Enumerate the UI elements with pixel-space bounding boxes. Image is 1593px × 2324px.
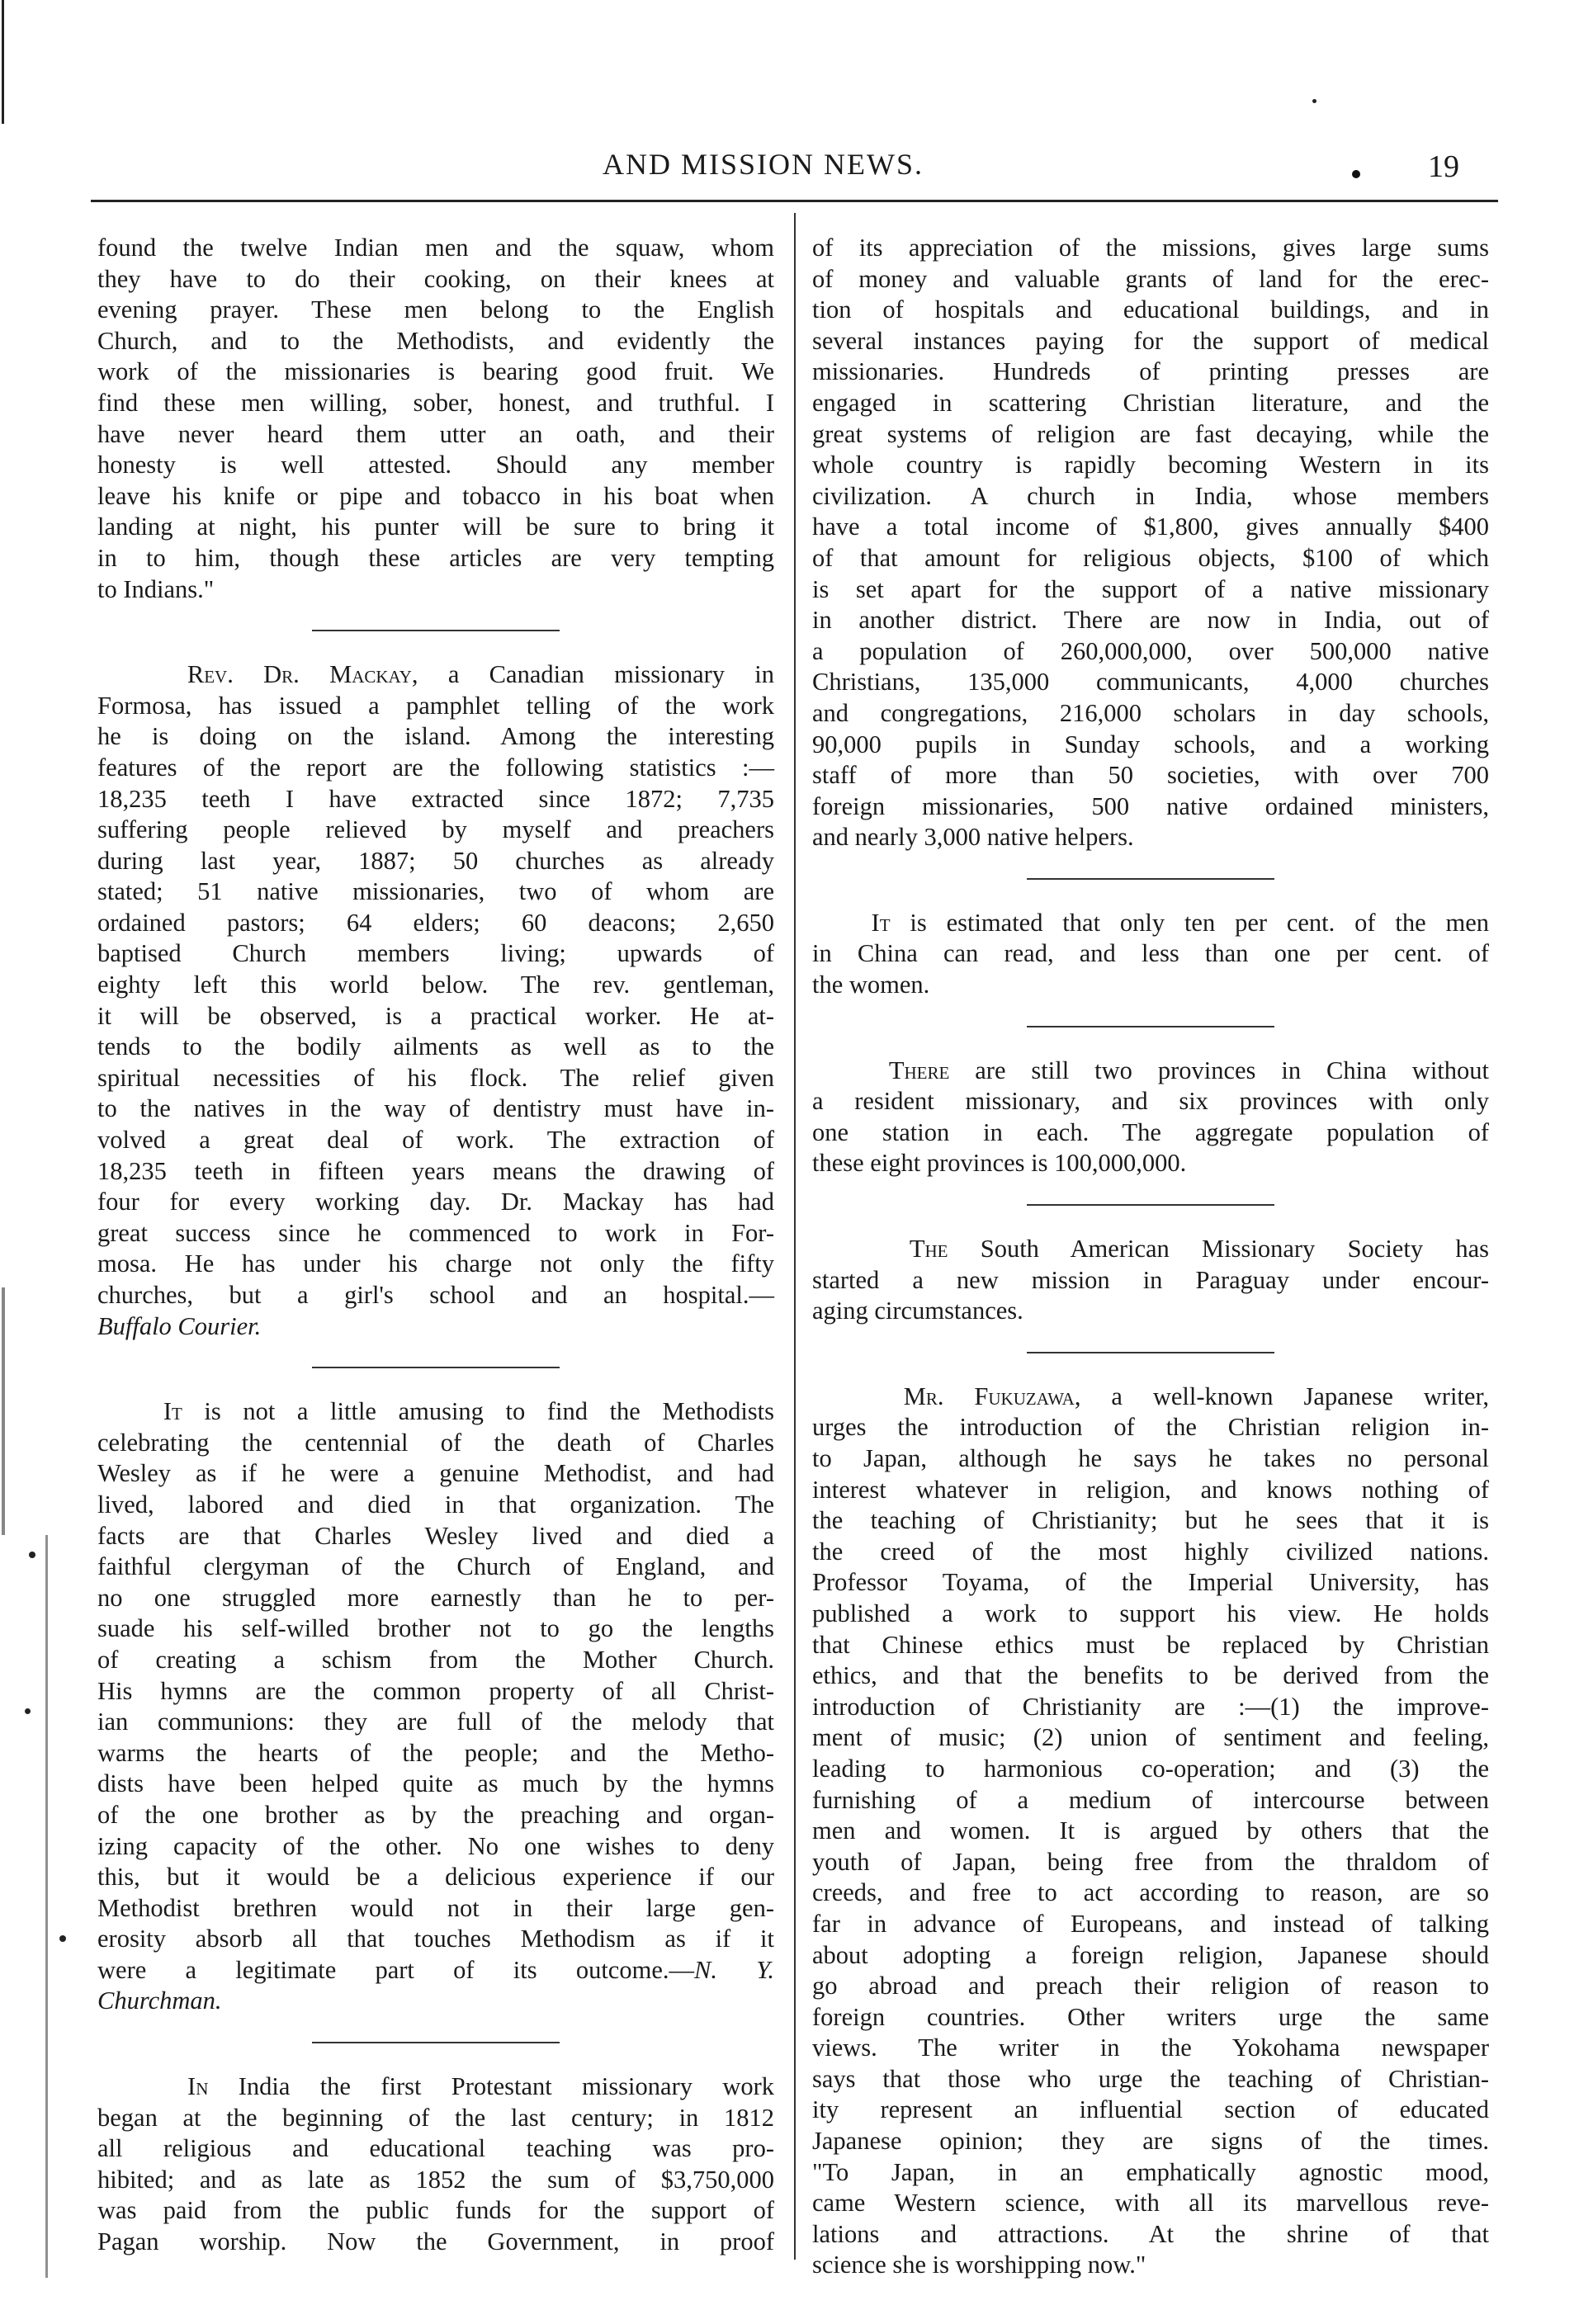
text-line: in to him, though these articles are very tempting	[97, 543, 774, 572]
text-line: celebrating the centennial of the death of Charles	[97, 1428, 774, 1457]
article-lead: It	[871, 908, 891, 937]
text-line: of creating a schism from the Mother Church.	[97, 1645, 774, 1674]
text-line: Formosa, has issued a pamphlet telling of the work	[97, 691, 774, 720]
text-line: warms the hearts of the people; and the Metho-	[97, 1738, 774, 1767]
scan-edge-mark	[2, 0, 4, 124]
text-line: interest whatever in religion, and knows nothing of	[812, 1475, 1489, 1504]
text-line: stated; 51 native missionaries, two of whom are	[97, 877, 774, 906]
text-line: great systems of religion are fast decaying, while the	[812, 419, 1489, 448]
article-lead: The	[909, 1235, 948, 1264]
text-line: civilization. A church in India, whose members	[812, 481, 1489, 510]
article-body-lines	[812, 938, 1489, 1000]
text-line: eighty left this world below. The rev. gentleman,	[97, 971, 774, 999]
text-line: foreign countries. Other writers urge the same	[812, 2002, 1489, 2031]
text-line: he is doing on the island. Among the interesting	[97, 722, 774, 751]
scan-edge-mark	[1312, 99, 1316, 103]
article-source: Churchman.	[97, 1986, 222, 2015]
text-line: erosity absorb all that touches Methodism as if it	[97, 1925, 774, 1953]
text-line: suade his self-willed brother not to go the lengths	[97, 1614, 774, 1643]
text-line: science she is worshipping now."	[812, 2251, 1146, 2279]
text-line: Wesley as if he were a genuine Methodist, and had	[97, 1459, 774, 1488]
article-first-line	[812, 1234, 1489, 1265]
text-line: ian communions: they are full of the melody that	[97, 1708, 774, 1736]
text-line: one station in each. The aggregate population of	[812, 1117, 1489, 1146]
text-line: of its appreciation of the missions, gives large sums	[812, 234, 1489, 262]
text-line: izing capacity of the other. No one wishes to deny	[97, 1831, 774, 1860]
article-first-line-text: are still two provinces in China without	[975, 1056, 1490, 1084]
text-line: staff of more than 50 societies, with over 700	[812, 761, 1489, 790]
text-line: Methodist brethren would not in their large gen-	[97, 1893, 774, 1922]
text-line: His hymns are the common property of all Christ-	[97, 1676, 774, 1705]
article-china-literacy	[812, 908, 1489, 1001]
article-first-line-text: South American Missionary Society has	[980, 1235, 1490, 1264]
text-line: views. The writer in the Yokohama newspaper	[812, 2034, 1489, 2062]
text-line: to Indians."	[97, 574, 215, 603]
article-source: N. Y.	[694, 1955, 774, 1984]
text-line: aging circumstances.	[812, 1297, 1023, 1325]
text-line: men and women. It is argued by others that the	[812, 1816, 1489, 1845]
text-line: no one struggled more earnestly than he to per-	[97, 1583, 774, 1612]
text-line: have a total income of $1,800, gives annually $400	[812, 513, 1489, 541]
text-line: youth of Japan, being free from the thraldom of	[812, 1847, 1489, 1876]
text-line: tends to the bodily ailments as well as to the	[97, 1032, 774, 1061]
text-line: the creed of the most highly civilized nations.	[812, 1537, 1489, 1566]
text-line: ethics, and that the benefits to be derived from the	[812, 1661, 1489, 1690]
article-first-line	[812, 1056, 1489, 1087]
text-line: evening prayer. These men belong to the English	[97, 295, 774, 324]
text-line: lations and attractions. At the shrine of that	[812, 2219, 1489, 2248]
article-first-line-text: a Canadian missionary in	[447, 660, 775, 689]
article-body-lines	[97, 2103, 774, 2258]
text-line: furnishing of a medium of intercourse between	[812, 1785, 1489, 1814]
article-body-lines	[97, 1428, 774, 1955]
article-lead: It	[163, 1397, 182, 1426]
article-divider	[812, 1001, 1489, 1056]
article-lead: There	[888, 1056, 950, 1084]
article-tail-line	[97, 1955, 774, 1986]
text-line: ment of music; (2) union of sentiment and feeling,	[812, 1723, 1489, 1752]
text-line: suffering people relieved by myself and preachers	[97, 815, 774, 844]
text-line: hibited; and as late as 1852 the sum of $3,750,000	[97, 2165, 774, 2194]
page-number: 19	[1428, 149, 1459, 184]
article-india-missions	[97, 2071, 774, 2258]
article-divider	[97, 1342, 774, 1396]
text-line: they have to do their cooking, on their knees at	[97, 264, 774, 293]
article-first-line-text: India the first Protestant missionary work	[238, 2072, 774, 2101]
text-line: faithful clergyman of the Church of England, and	[97, 1552, 774, 1581]
text-line: a resident missionary, and six provinces with only	[812, 1087, 1489, 1116]
article-fukuzawa-japan	[812, 1382, 1489, 2281]
article-body-lines	[812, 1265, 1489, 1327]
text-line: Pagan worship. Now the Government, in proof	[97, 2227, 774, 2256]
text-line: to the natives in the way of dentistry must have in-	[97, 1094, 774, 1123]
text-line: honesty is well attested. Should any member	[97, 451, 774, 479]
text-line: a population of 260,000,000, over 500,000 native	[812, 636, 1489, 665]
text-line: started a new mission in Paraguay under encour-	[812, 1265, 1489, 1294]
text-line: several instances paying for the support of medical	[812, 326, 1489, 355]
text-line: the teaching of Christianity; but he sees that it is	[812, 1506, 1489, 1535]
text-line: began at the beginning of the last century; in 1812	[97, 2103, 774, 2132]
text-line: it will be observed, is a practical worker. He at-	[97, 1001, 774, 1030]
text-line: leave his knife or pipe and tobacco in his boat when	[97, 481, 774, 510]
scan-edge-mark	[59, 1935, 66, 1942]
right-column	[812, 233, 1489, 2281]
text-line: of that amount for religious objects, $100 of which	[812, 543, 1489, 572]
article-indian-crew	[97, 233, 774, 605]
text-line: ity represent an influential section of educated	[812, 2095, 1489, 2124]
text-line: ordained pastors; 64 elders; 60 deacons; 2,650	[97, 908, 774, 937]
text-line: Japanese opinion; they are signs of the times.	[812, 2127, 1489, 2156]
text-line: Christians, 135,000 communicants, 4,000 churches	[812, 668, 1489, 697]
text-line: introduction of Christianity are :—(1) the improve-	[812, 1692, 1489, 1721]
text-line: dists have been helped quite as much by the hymns	[97, 1769, 774, 1798]
article-paraguay-mission	[812, 1234, 1489, 1327]
article-lead: Rev. Dr. Mackay,	[187, 660, 418, 689]
text-line: spiritual necessities of his flock. The relief given	[97, 1063, 774, 1092]
article-china-provinces	[812, 1056, 1489, 1179]
article-source: Buffalo Courier.	[97, 1311, 262, 1340]
article-india-continued	[812, 233, 1489, 853]
article-divider	[97, 605, 774, 659]
article-first-line	[97, 1396, 774, 1428]
text-line: baptised Church members living; upwards of	[97, 939, 774, 968]
text-line: 90,000 pupils in Sunday schools, and a working	[812, 730, 1489, 758]
article-body-lines	[812, 1412, 1489, 2281]
header-dot	[1352, 170, 1360, 178]
left-column	[97, 233, 774, 2258]
text-line: leading to harmonious co-operation; and (3) the	[812, 1754, 1489, 1783]
article-first-line	[812, 1382, 1489, 1413]
text-line: about adopting a foreign religion, Japanese should	[812, 1940, 1489, 1969]
header-rule	[91, 200, 1498, 202]
text-line: whole country is rapidly becoming Western in its	[812, 451, 1489, 479]
text-line: far in advance of Europeans, and instead of talking	[812, 1909, 1489, 1938]
text-line: came Western science, with all its marvellous reve-	[812, 2189, 1489, 2218]
article-first-line	[97, 659, 774, 691]
text-line: during last year, 1887; 50 churches as already	[97, 846, 774, 875]
text-line: lived, labored and died in that organization. The	[97, 1490, 774, 1519]
text-line: is set apart for the support of a native missionary	[812, 574, 1489, 603]
article-divider	[812, 1179, 1489, 1234]
text-line: says that those who urge the teaching of Christian-	[812, 2064, 1489, 2093]
text-line: Church, and to the Methodists, and evidently the	[97, 326, 774, 355]
text-line: 18,235 teeth I have extracted since 1872; 7,735	[97, 784, 774, 813]
text-line: in another district. There are now in India, out of	[812, 606, 1489, 635]
text-line: that Chinese ethics must be replaced by Christian	[812, 1630, 1489, 1659]
text-line: great success since he commenced to work in For-	[97, 1218, 774, 1247]
text-line: published a work to support his view. He holds	[812, 1599, 1489, 1627]
article-body-lines	[97, 691, 774, 1311]
text-line: engaged in scattering Christian literature, and the	[812, 388, 1489, 417]
text-line: facts are that Charles Wesley lived and died a	[97, 1521, 774, 1550]
article-lead: In	[187, 2072, 209, 2101]
text-line: of money and valuable grants of land for the erec-	[812, 264, 1489, 293]
article-first-line-text: a well-known Japanese writer,	[1111, 1382, 1490, 1410]
article-first-line-text: is estimated that only ten per cent. of the men	[910, 908, 1490, 937]
article-first-line-text: is not a little amusing to find the Methodists	[204, 1397, 775, 1426]
text-line: find these men willing, sober, honest, and truthful. I	[97, 388, 774, 417]
text-line: Professor Toyama, of the Imperial University, has	[812, 1568, 1489, 1597]
article-first-line	[812, 908, 1489, 939]
article-divider	[97, 2017, 774, 2071]
text-line: have never heard them utter an oath, and their	[97, 419, 774, 448]
text-line: volved a great deal of work. The extraction of	[97, 1126, 774, 1155]
text-line: features of the report are the following statistics :—	[97, 753, 774, 782]
text-line: foreign missionaries, 500 native ordained ministers,	[812, 791, 1489, 820]
text-line: four for every working day. Dr. Mackay has had	[97, 1188, 774, 1216]
scan-edge-mark	[2, 1287, 5, 1535]
running-head: AND MISSION NEWS.	[603, 148, 924, 181]
text-line: the women.	[812, 971, 930, 999]
text-line: and nearly 3,000 native helpers.	[812, 823, 1134, 852]
text-line: all religious and educational teaching was pro-	[97, 2134, 774, 2163]
scan-edge-mark	[29, 1552, 35, 1558]
text-line: tion of hospitals and educational buildings, and in	[812, 295, 1489, 324]
text-line: found the twelve Indian men and the squaw, whom	[97, 234, 774, 262]
text-line: was paid from the public funds for the support of	[97, 2196, 774, 2225]
text-line: in China can read, and less than one per cent. of	[812, 939, 1489, 968]
page-header	[91, 147, 1494, 196]
text-line: creeds, and free to act according to reason, are so	[812, 1878, 1489, 1907]
text-line: these eight provinces is 100,000,000.	[812, 1149, 1187, 1178]
text-line: mosa. He has under his charge not only the fifty	[97, 1249, 774, 1278]
text-line: of the one brother as by the preaching and organ-	[97, 1800, 774, 1829]
text-line: landing at night, his punter will be sure to bring it	[97, 513, 774, 541]
text-line: 18,235 teeth in fifteen years means the drawing of	[97, 1156, 774, 1185]
text-line: urges the introduction of the Christian religion in-	[812, 1413, 1489, 1442]
text-line: and congregations, 216,000 scholars in day schools,	[812, 698, 1489, 727]
text-line: go abroad and preach their religion of reason to	[812, 1972, 1489, 2000]
text-line: churches, but a girl's school and an hospital.—	[97, 1281, 774, 1309]
article-mackay-formosa	[97, 659, 774, 1342]
text-line: "To Japan, in an emphatically agnostic mood,	[812, 2157, 1489, 2186]
article-lead: Mr. Fukuzawa,	[903, 1382, 1081, 1410]
text-line: to Japan, although he says he takes no personal	[812, 1444, 1489, 1472]
text-line: work of the missionaries is bearing good fruit. We	[97, 357, 774, 386]
scan-edge-mark	[45, 1535, 48, 2278]
text-line: this, but it would be a delicious experience if our	[97, 1863, 774, 1892]
article-divider	[812, 1327, 1489, 1382]
scan-edge-mark	[25, 1708, 31, 1714]
article-methodists-wesley	[97, 1396, 774, 2017]
article-divider	[812, 853, 1489, 908]
article-tail-text: were a legitimate part of its outcome.—	[97, 1955, 694, 1984]
text-line: missionaries. Hundreds of printing presses are	[812, 357, 1489, 386]
article-first-line	[97, 2071, 774, 2103]
column-divider	[794, 213, 796, 2260]
article-body-lines	[812, 1086, 1489, 1179]
